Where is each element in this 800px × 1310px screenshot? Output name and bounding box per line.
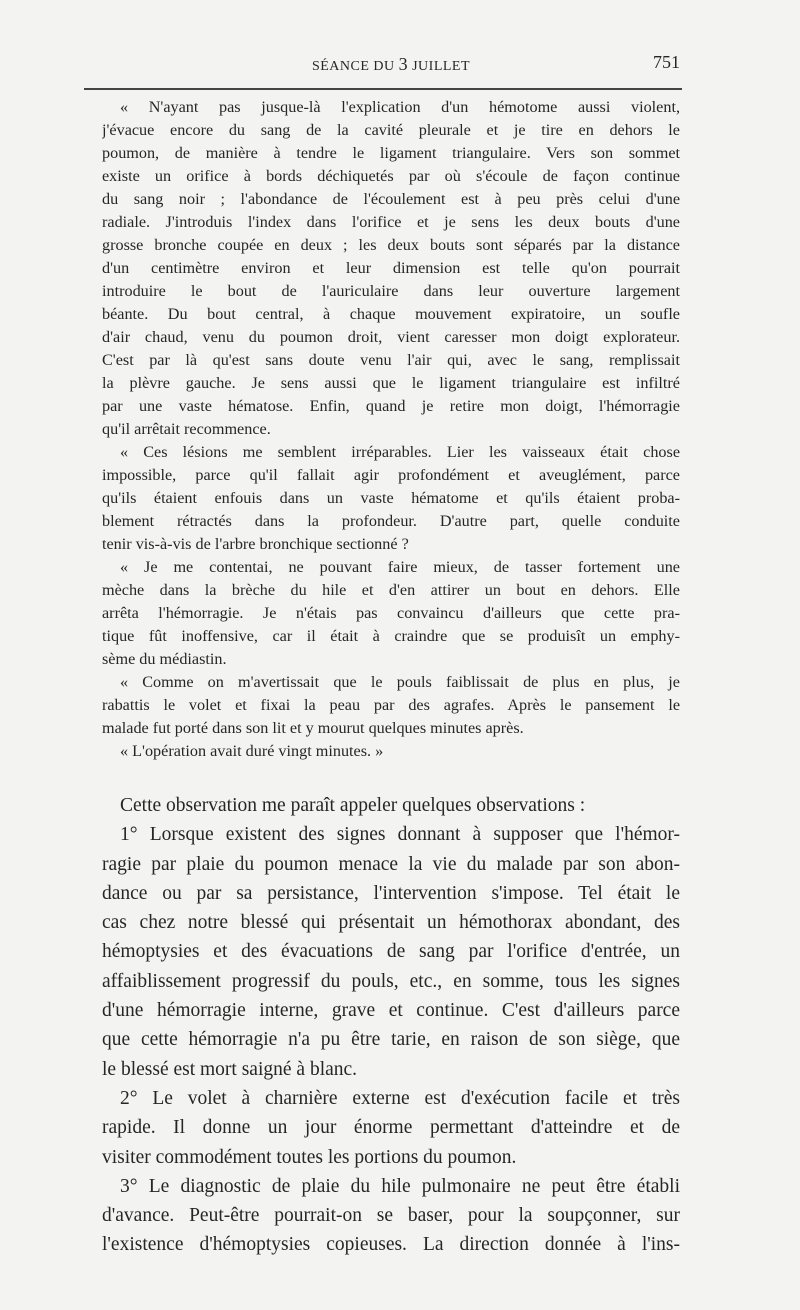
running-header — [102, 52, 680, 76]
text-line: impossible, parce qu'il fallait agir profondément et aveuglément, parce — [102, 466, 680, 484]
text-line: introduire le bout de l'auriculaire dans leur ouverture largement — [102, 282, 680, 300]
text-line: « N'ayant pas jusque-là l'explication d'un hémotome aussi violent, — [120, 98, 680, 116]
text-line: affaiblissement progressif du pouls, etc., en somme, tous les signes — [102, 970, 680, 992]
text-line: rapide. Il donne un jour énorme permettant d'atteindre et de — [102, 1117, 680, 1139]
text-line: grosse bronche coupée en deux ; les deux bouts sont séparés par la distance — [102, 236, 680, 254]
main-text-block — [102, 791, 680, 1260]
text-line: d'un centimètre environ et leur dimension est telle qu'on pourrait — [102, 259, 680, 277]
text-line: rabattis le volet et fixai la peau par des agrafes. Après le pansement le — [102, 696, 680, 714]
text-line: visiter commodément toutes les portions du poumon. — [102, 1146, 517, 1168]
text-line: l'existence d'hémoptysies copieuses. La direction donnée à l'ins- — [102, 1234, 680, 1256]
running-title-suffix: JUILLET — [412, 59, 471, 74]
text-line: j'évacue encore du sang de la cavité pleurale et je tire en dehors le — [102, 121, 680, 139]
text-line: « Je me contentai, ne pouvant faire mieux, de tasser fortement une — [120, 558, 680, 576]
running-title — [102, 54, 680, 75]
text-line: blement rétractés dans la profondeur. D'autre part, quelle conduite — [102, 512, 680, 530]
text-line: existe un orifice à bords déchiquetés par où s'écoule de façon continue — [102, 167, 680, 185]
text-line: Cette observation me paraît appeler quelques observations : — [120, 795, 586, 816]
text-line: 2° Le volet à charnière externe est d'exécution facile et très — [120, 1087, 680, 1109]
text-line: le blessé est mort saigné à blanc. — [102, 1058, 358, 1080]
running-title-day: 3 — [398, 54, 409, 74]
running-title-prefix: SÉANCE DU — [311, 59, 395, 74]
text-line: que cette hémorragie n'a pu être tarie, en raison de son siège, que — [102, 1029, 680, 1051]
text-line: 3° Le diagnostic de plaie du hile pulmonaire ne peut être établi — [120, 1175, 680, 1197]
text-line: du sang noir ; l'abondance de l'écoulement est à peu près celui d'une — [102, 190, 680, 208]
text-line: C'est par là qu'est sans doute venu l'air qui, avec le sang, remplissait — [102, 351, 680, 369]
text-line: ragie par plaie du poumon menace la vie du malade par son abon- — [102, 853, 680, 875]
text-line: hémoptysies et des évacuations de sang par l'orifice d'entrée, un — [102, 941, 680, 963]
text-line: « Ces lésions me semblent irréparables. Lier les vaisseaux était chose — [120, 443, 680, 461]
text-line: béante. Du bout central, à chaque mouvement expiratoire, un soufle — [102, 305, 680, 323]
text-line: d'une hémorragie interne, grave et continue. C'est d'ailleurs parce — [102, 1000, 680, 1022]
text-line: tenir vis-à-vis de l'arbre bronchique sectionné ? — [102, 535, 409, 553]
text-line: la plèvre gauche. Je sens aussi que le ligament triangulaire est infiltré — [102, 374, 680, 392]
text-line: d'air chaud, venu du poumon droit, vient caresser mon doigt explorateur. — [102, 328, 680, 346]
header-rule — [84, 88, 682, 90]
page-number: 751 — [653, 52, 680, 72]
text-line: qu'ils étaient enfouis dans un vaste hématome et qu'ils étaient proba- — [102, 489, 680, 507]
text-line: « L'opération avait duré vingt minutes. » — [120, 742, 384, 760]
text-line: cas chez notre blessé qui présentait un hémothorax abondant, des — [102, 912, 680, 934]
text-line: sème du médiastin. — [102, 650, 227, 668]
text-line: dance ou par sa persistance, l'intervention s'impose. Tel était le — [102, 882, 680, 904]
text-line: 1° Lorsque existent des signes donnant à supposer que l'hémor- — [120, 824, 680, 846]
text-line: radiale. J'introduis l'index dans l'orifice et je sens les deux bouts d'une — [102, 213, 680, 231]
quoted-block — [102, 96, 680, 763]
text-line: d'avance. Peut-être pourrait-on se baser, pour la soupçonner, sur — [102, 1205, 680, 1227]
text-line: par une vaste hématose. Enfin, quand je retire mon doigt, l'hémorragie — [102, 397, 680, 415]
text-line: « Comme on m'avertissait que le pouls faiblissait de plus en plus, je — [120, 673, 680, 691]
text-line: poumon, de manière à tendre le ligament triangulaire. Vers son sommet — [102, 144, 680, 162]
text-line: arrêta l'hémorragie. Je n'étais pas convaincu d'ailleurs que cette pra- — [102, 604, 680, 622]
text-line: tique fût inoffensive, car il était à craindre que se produisît un emphy- — [102, 627, 680, 645]
text-line: malade fut porté dans son lit et y mourut quelques minutes après. — [102, 719, 524, 737]
text-line: qu'il arrêtait recommence. — [102, 420, 271, 438]
text-line: mèche dans la brèche du hile et d'en attirer un bout en dehors. Elle — [102, 581, 680, 599]
